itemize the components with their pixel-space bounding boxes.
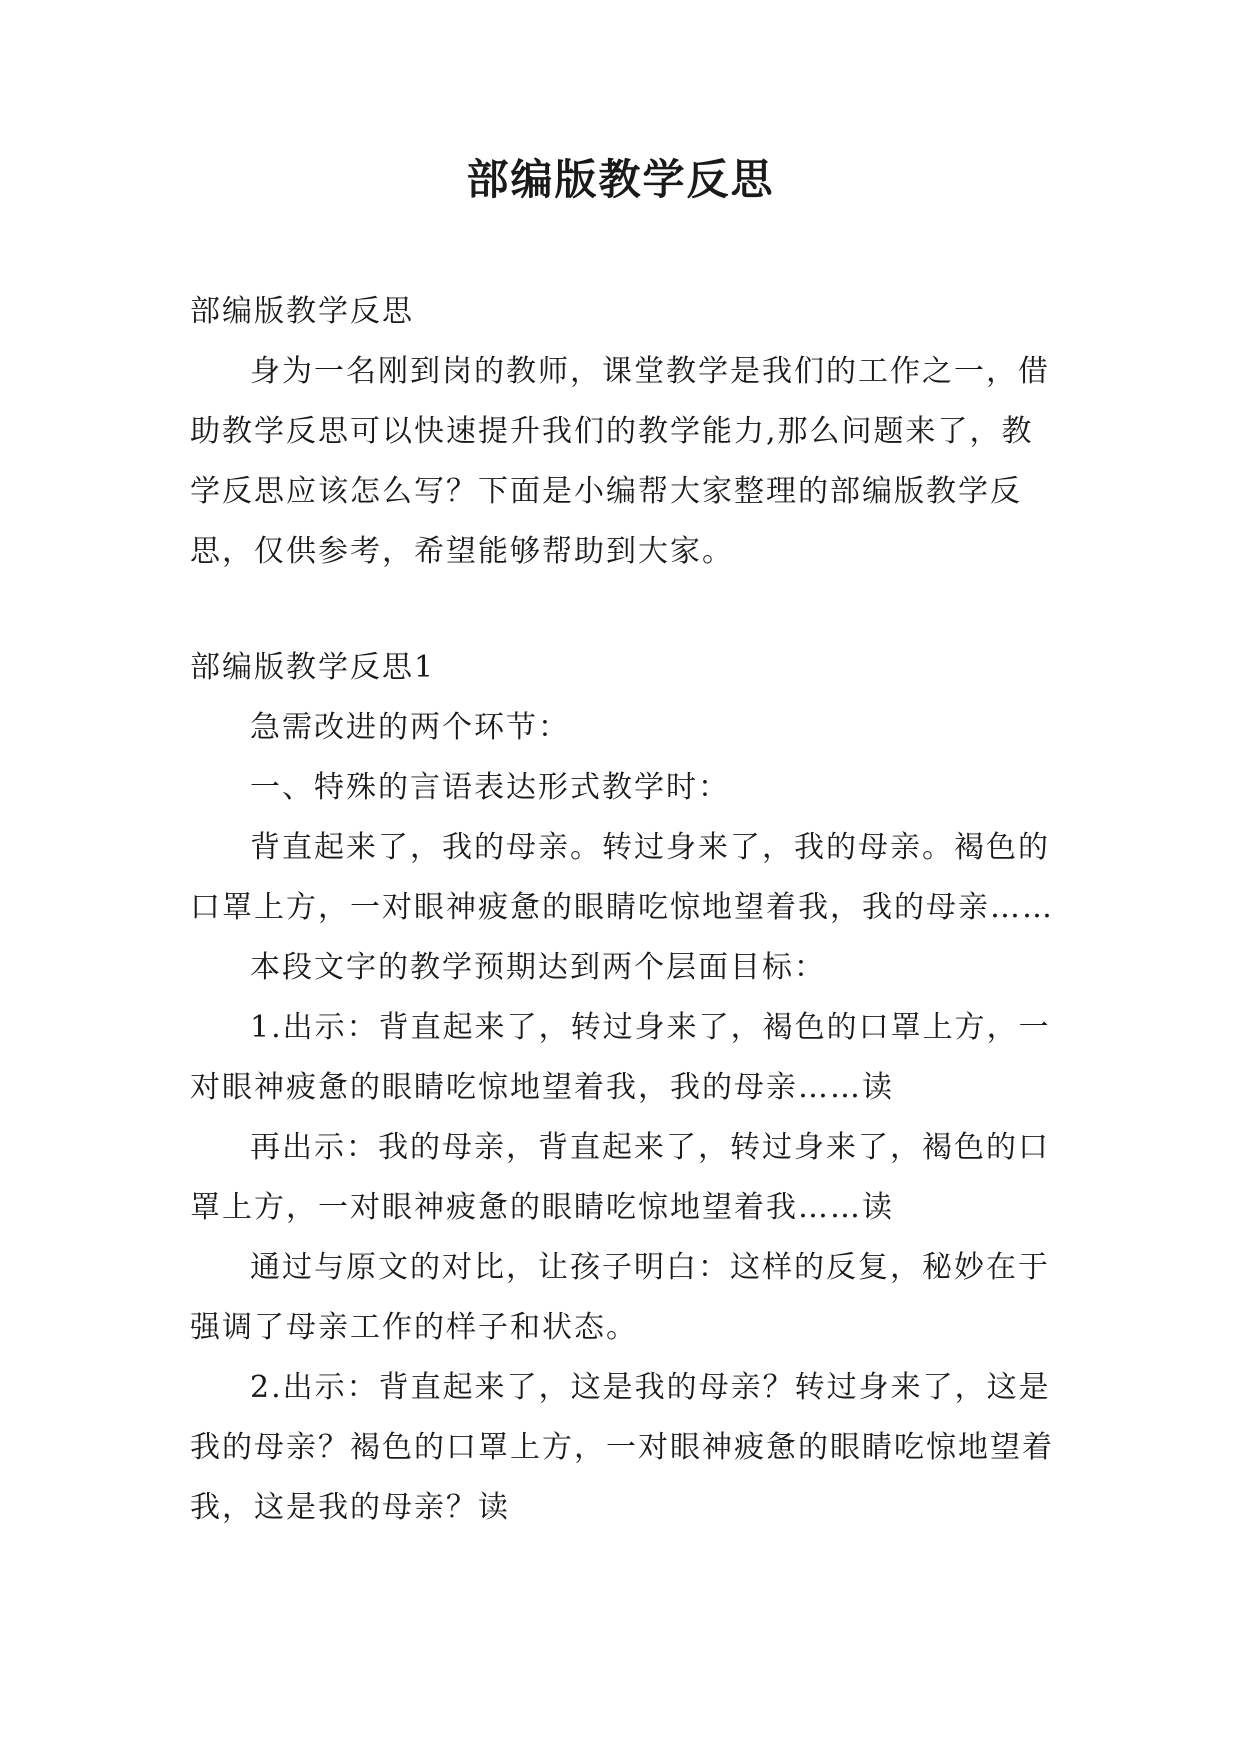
section-1-paragraph: 急需改进的两个环节：	[250, 710, 570, 745]
intro-paragraph: 身为一名刚到岗的教师，课堂教学是我们的工作之一，借助教学反思可以快速提升我们的教学能力,那么问题来了，教学反思应该怎么写？下面是小编帮大家整理的部编版教学反思，仅供参考，希望能够帮助到大家。	[190, 354, 1050, 569]
section-1-paragraph: 背直起来了，我的母亲。转过身来了，我的母亲。褐色的口罩上方，一对眼神疲惫的眼睛吃惊地望着我，我的母亲……	[190, 830, 1054, 925]
section-1-paragraph: 2.出示：背直起来了，这是我的母亲？转过身来了，这是我的母亲？褐色的口罩上方，一对眼神疲惫的眼睛吃惊地望着我，这是我的母亲？读	[190, 1370, 1054, 1525]
document-title: 部编版教学反思	[466, 155, 775, 204]
section-1-paragraph: 1.出示：背直起来了，转过身来了，褐色的口罩上方，一对眼神疲惫的眼睛吃惊地望着我，我的母亲……读	[190, 1010, 1051, 1105]
intro-block	[190, 282, 1060, 582]
section-1-heading: 部编版教学反思1	[190, 650, 436, 685]
section-1-paragraph: 一、特殊的言语表达形式教学时：	[250, 770, 730, 805]
section-1-paragraph: 再出示：我的母亲，背直起来了，转过身来了，褐色的口罩上方，一对眼神疲惫的眼睛吃惊地望着我……读	[190, 1130, 1050, 1225]
intro-heading: 部编版教学反思	[190, 294, 414, 329]
section-1-paragraph: 本段文字的教学预期达到两个层面目标：	[250, 950, 826, 985]
section-1-block	[190, 638, 1060, 1538]
section-1-paragraph: 通过与原文的对比，让孩子明白：这样的反复，秘妙在于强调了母亲工作的样子和状态。	[190, 1250, 1050, 1345]
